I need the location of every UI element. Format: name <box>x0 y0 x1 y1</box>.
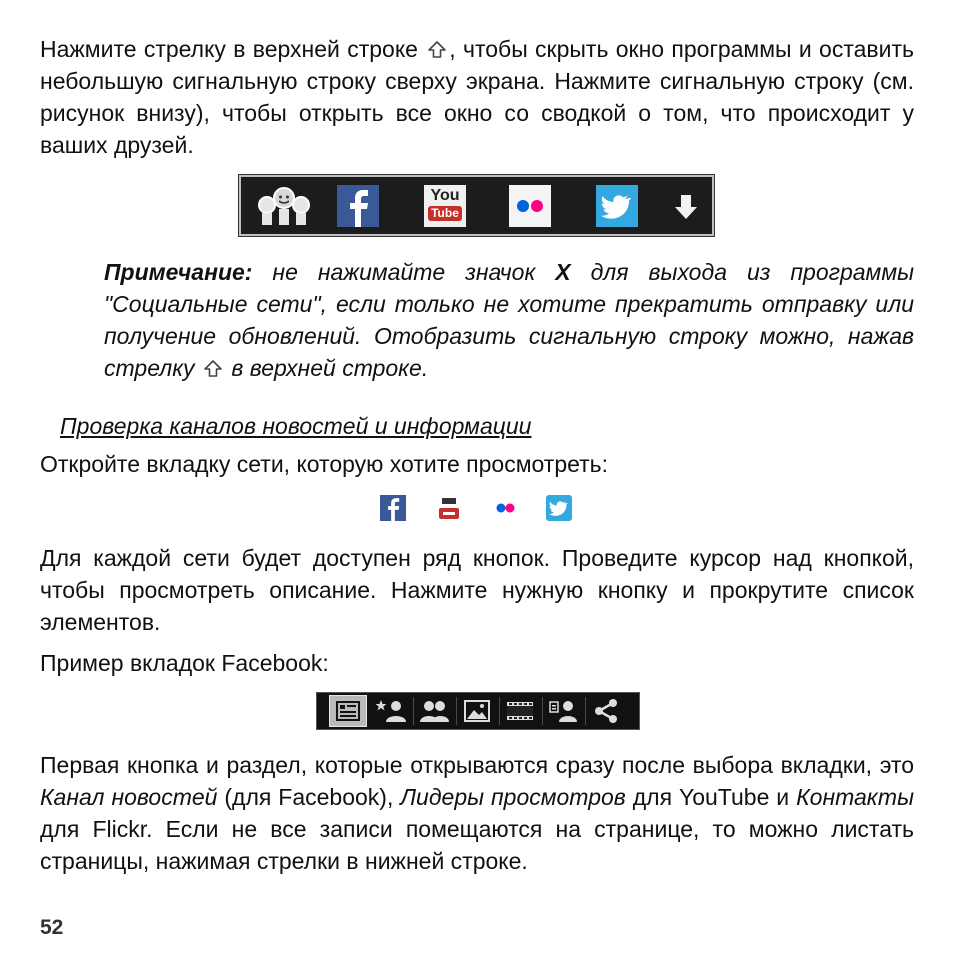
note-x-symbol: X <box>555 259 571 285</box>
intro-text-start: Нажмите стрелку в верхней строке <box>40 36 418 62</box>
arrow-up-icon <box>203 359 223 379</box>
p5-text-g: для Flickr. Если не все записи помещаются на странице, то можно листать страницы, нажимая стрелки в нижней строке. <box>40 816 914 874</box>
tab-separator <box>456 697 457 725</box>
twitter-icon[interactable] <box>596 185 638 227</box>
tab-separator <box>542 697 543 725</box>
contacts-term: Контакты <box>796 784 914 810</box>
page-number: 52 <box>40 916 64 939</box>
open-tab-paragraph: Откройте вкладку сети, которую хотите просмотреть: <box>40 451 609 477</box>
social-notification-bar[interactable] <box>239 175 714 236</box>
arrow-up-icon <box>427 40 447 60</box>
facebook-tab-bar <box>316 692 640 730</box>
tab-separator <box>499 697 500 725</box>
facebook-icon[interactable] <box>380 495 406 521</box>
note-text-1: не нажимайте значок <box>252 259 556 285</box>
p5-text-c: (для Facebook), <box>217 784 401 810</box>
starred-person-icon[interactable] <box>372 695 410 727</box>
tab-separator <box>413 697 414 725</box>
youtube-tube-text: Tube <box>428 206 462 221</box>
p5-text-e: для YouTube и <box>625 784 797 810</box>
arrow-down-icon[interactable] <box>671 185 701 227</box>
youtube-you-text: You <box>430 187 460 204</box>
twitter-icon[interactable] <box>546 495 572 521</box>
p5-text-a: Первая кнопка и раздел, которые открываются сразу после выбора вкладки, это <box>40 752 914 778</box>
note-paragraph <box>104 256 914 384</box>
tab-separator <box>585 697 586 725</box>
intro-paragraph <box>40 33 914 161</box>
facebook-icon[interactable] <box>337 185 379 227</box>
note-label: Примечание: <box>104 259 253 285</box>
facebook-example-paragraph: Пример вкладок Facebook: <box>40 650 329 676</box>
share-icon[interactable] <box>587 695 625 727</box>
section-heading: Проверка каналов новостей и информации <box>60 413 532 439</box>
photo-icon[interactable] <box>458 695 496 727</box>
youtube-icon[interactable] <box>424 185 466 227</box>
note-text-2: для выхода из программы "Социальные сети", если только не хотите прекратить отправку или получение обновлений. Отобразить сигнальную строку можно, нажав стрелку <box>104 259 915 381</box>
flickr-icon[interactable] <box>492 495 518 521</box>
intro-text-end: , чтобы скрыть окно программы и оставить небольшую сигнальную строку сверху экрана. Нажмите сигнальную строку (см. рисунок внизу), чтобы открыть все окно со сводкой о том, что происходит у ваших друзей. <box>40 36 914 158</box>
first-button-paragraph <box>40 749 914 877</box>
news-feed-icon[interactable] <box>329 695 367 727</box>
youtube-icon[interactable] <box>437 495 461 521</box>
contact-card-icon[interactable] <box>544 695 582 727</box>
flickr-icon[interactable] <box>509 185 551 227</box>
news-feed-term: Канал новостей <box>40 784 218 810</box>
friends-icon[interactable] <box>415 695 453 727</box>
note-text-3: в верхней строке. <box>224 355 429 381</box>
buttons-paragraph: Для каждой сети будет доступен ряд кнопок. Проведите курсор над кнопкой, чтобы просмотреть описание. Нажмите нужную кнопку и прокрутите список элементов. <box>40 545 914 635</box>
people-icon[interactable] <box>253 185 315 227</box>
top-views-term: Лидеры просмотров <box>400 784 626 810</box>
video-icon[interactable] <box>501 695 539 727</box>
